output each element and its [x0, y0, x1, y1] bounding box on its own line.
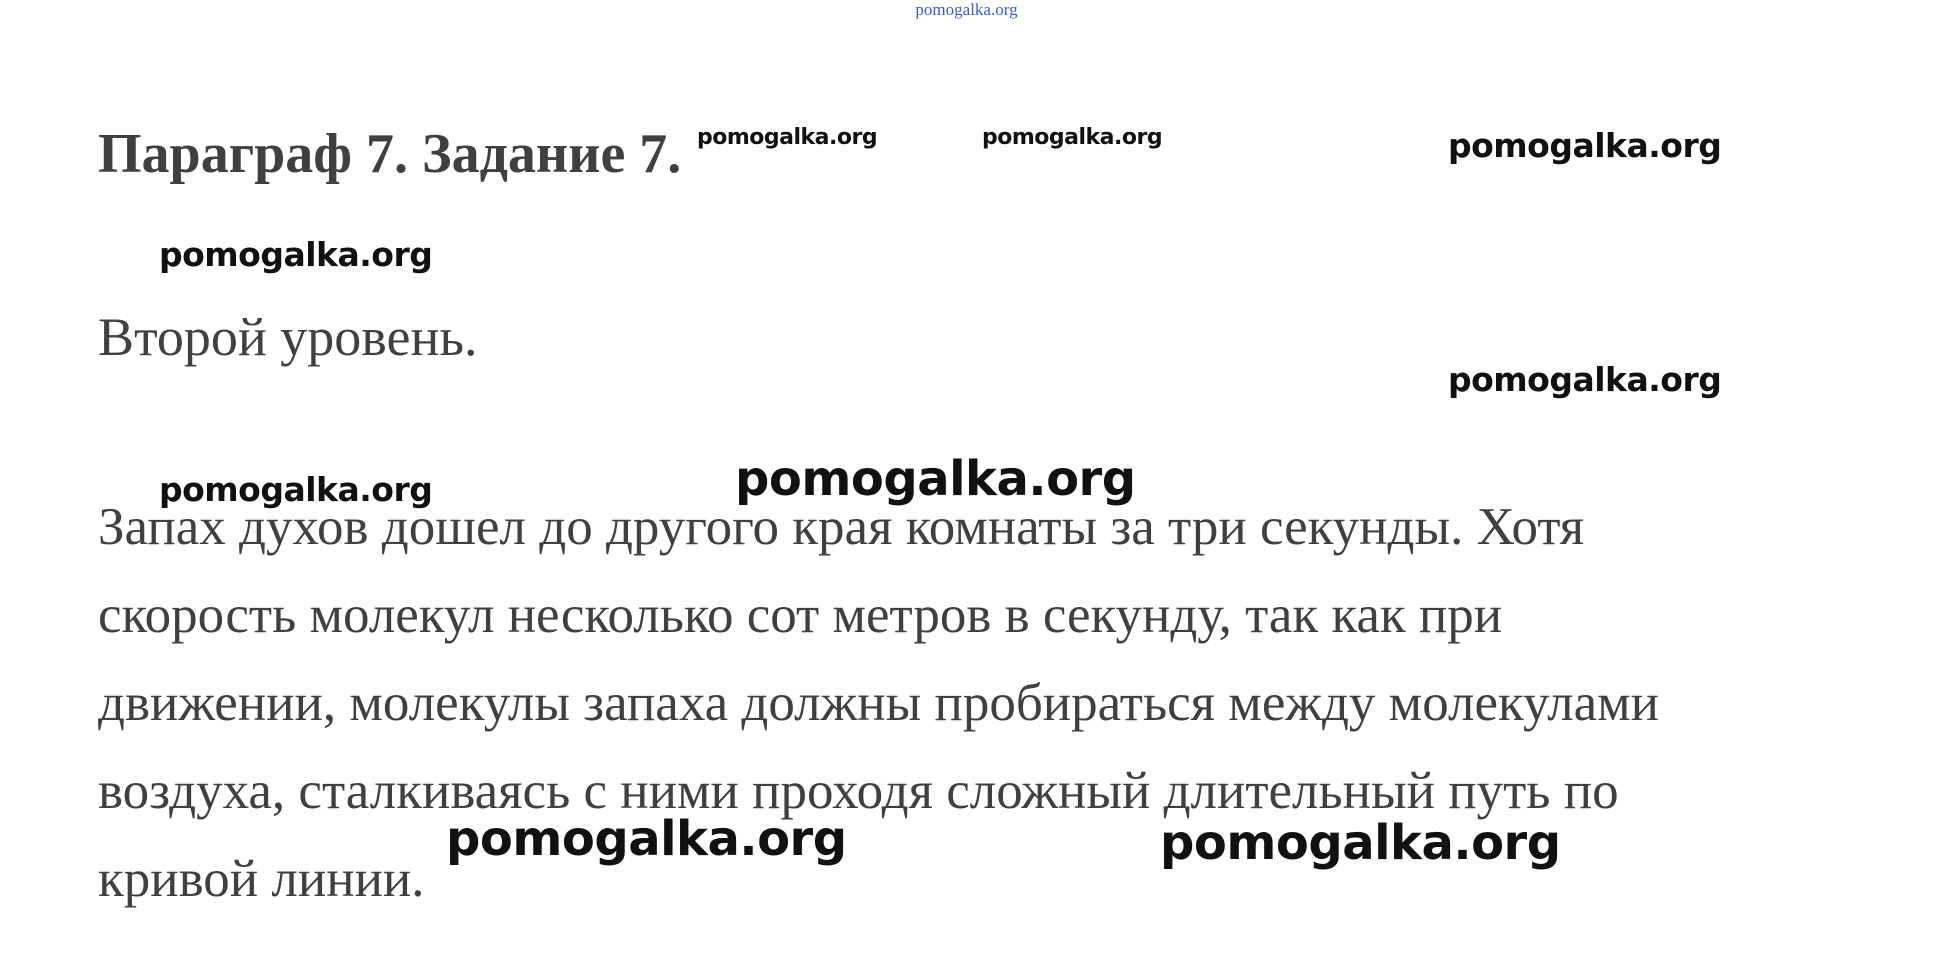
- paragraph-line: воздуха, сталкиваясь с ними проходя сложный длительный путь по: [98, 762, 1619, 820]
- level-subtitle: Второй уровень.: [98, 307, 478, 367]
- watermark: pomogalka.org: [1160, 815, 1561, 871]
- watermark: pomogalka.org: [159, 235, 433, 274]
- watermark: pomogalka.org: [1448, 126, 1722, 165]
- watermark: pomogalka.org: [982, 125, 1163, 150]
- paragraph-line: кривой линии.: [98, 850, 425, 908]
- watermark: pomogalka.org: [159, 470, 433, 509]
- watermark: pomogalka.org: [446, 811, 847, 867]
- page-title: Параграф 7. Задание 7.: [98, 123, 682, 185]
- watermark: pomogalka.org: [735, 451, 1136, 507]
- site-link[interactable]: pomogalka.org: [915, 0, 1018, 19]
- paragraph-line: скорость молекул несколько сот метров в секунду, так как при: [98, 586, 1503, 644]
- paragraph-line: движении, молекулы запаха должны пробираться между молекулами: [98, 674, 1660, 732]
- watermark: pomogalka.org: [697, 125, 878, 150]
- watermark: pomogalka.org: [1448, 360, 1722, 399]
- paragraph-line: Запах духов дошел до другого края комнаты за три секунды. Хотя: [98, 498, 1585, 556]
- answer-paragraph: [98, 483, 1898, 923]
